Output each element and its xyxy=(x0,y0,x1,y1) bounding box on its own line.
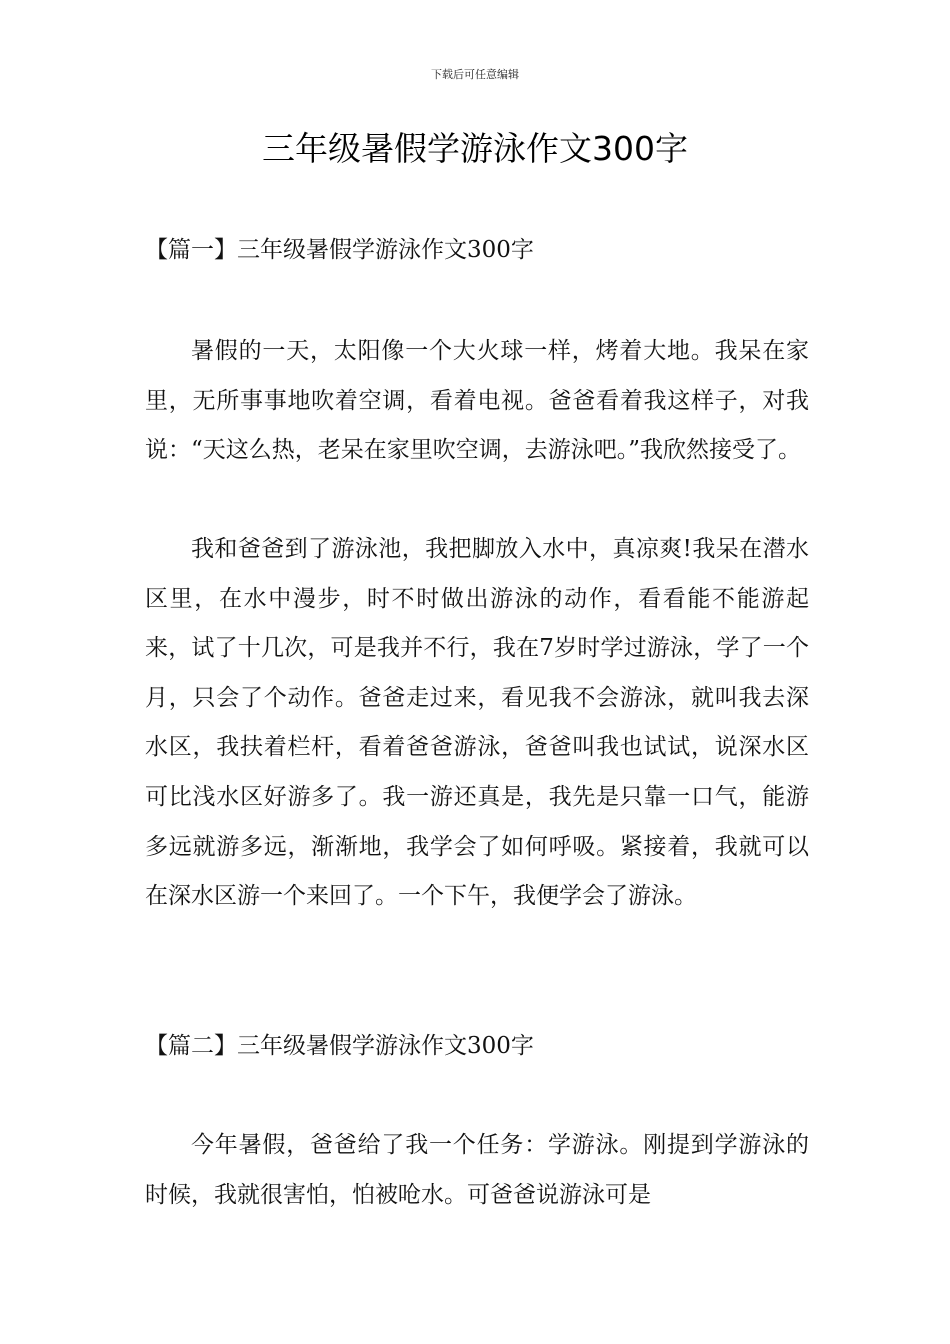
paragraph: 暑假的一天，太阳像一个大火球一样，烤着大地。我呆在家里，无所事事地吹着空调，看着电视。爸爸看着我这样子，对我说：“天这么热，老呆在家里吹空调，去游泳吧。”我欣然接受了。 xyxy=(145,338,809,464)
header-note: 下载后可任意编辑 xyxy=(431,68,519,81)
paragraph: 今年暑假，爸爸给了我一个任务：学游泳。刚提到学游泳的时候，我就很害怕，怕被呛水。可爸爸说游泳可是 xyxy=(145,1132,809,1208)
section-heading-2: 【篇二】三年级暑假学游泳作文300字 xyxy=(145,1033,534,1059)
section-heading-1: 【篇一】三年级暑假学游泳作文300字 xyxy=(145,237,534,263)
paragraph: 我和爸爸到了游泳池，我把脚放入水中，真凉爽!我呆在潜水区里，在水中漫步，时不时做出游泳的动作，看看能不能游起来，试了十几次，可是我并不行，我在7岁时学过游泳，学了一个月，只会了个动作。爸爸走过来，看见我不会游泳，就叫我去深水区，我扶着栏杆，看着爸爸游泳，爸爸叫我也试试，说深水区可比浅水区好游多了。我一游还真是，我先是只靠一口气，能游多远就游多远，渐渐地，我学会了如何呼吸。紧接着，我就可以在深水区游一个来回了。一个下午，我便学会了游泳。 xyxy=(145,536,809,910)
document-title: 三年级暑假学游泳作文300字 xyxy=(262,129,688,168)
